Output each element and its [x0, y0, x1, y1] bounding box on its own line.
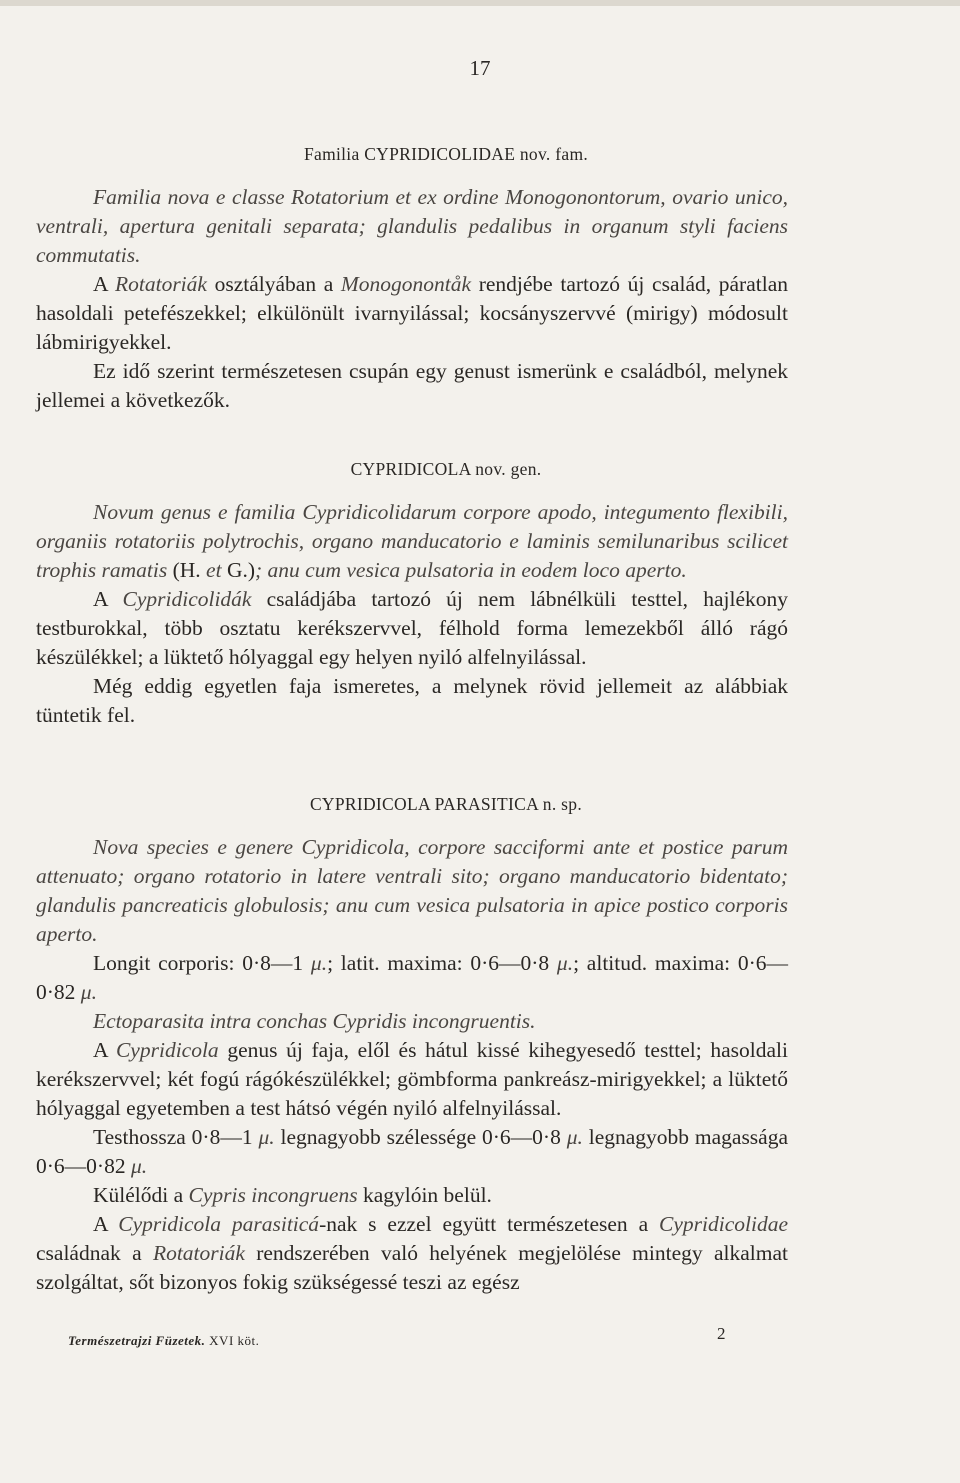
family-section — [36, 140, 788, 415]
species-hungarian-habitat: Külélődi a Cypris incongruens kagylóin belül. — [93, 1183, 492, 1207]
species-hungarian-description: A Cypridicola genus új faja, elől és hátul kissé kihegyesedő testtel; hasoldali kerékszervvel; két fogú rágókészülékkel; gömbforma pankreász-mirigyekkel; a lüktető hólyaggal egyetemben a test hátsó végén nyiló alfelnyilással. — [36, 1038, 788, 1120]
genus-heading: CYPRIDICOLA nov. gen. — [350, 459, 542, 479]
species-section — [36, 790, 788, 1297]
sheet-signature: 2 — [717, 1324, 726, 1343]
genus-section — [36, 455, 788, 730]
journal-footer: Természetrajzi Füzetek. XVI köt. — [68, 1333, 260, 1348]
family-hungarian-description: A Rotatoriák osztályában a Monogonontåk rendjébe tartozó új család, páratlan hasoldali petefészekkel; elkülönült ivarnyilással; kocsányszervvé (mirigy) módosult lábmirigyekkel. — [36, 272, 789, 354]
species-heading: CYPRIDICOLA PARASITICA n. sp. — [309, 794, 583, 814]
family-heading: Familia CYPRIDICOLIDAE nov. fam. — [303, 144, 589, 164]
species-measurements: Longit corporis: 0·8—1 μ.; latit. maxima: 0·6—0·8 μ.; altitud. maxima: 0·6—0·82 μ. — [36, 951, 788, 1004]
genus-hungarian-description: A Cypridicolidák családjába tartozó új nem lábnélküli testtel, hajlékony testburokkal, több osztatu kerékszervvel, félhold forma lemezekből álló rágó készülékkel; a lüktető hólyaggal egy helyen nyiló alfelnyilással. — [36, 587, 788, 669]
family-latin-diagnosis: Familia nova e classe Rotatorium et ex ordine Monogonontorum, ovario unico, ventrali, apertura genitali separata; glandulis pedalibus in organum styli faciens commutatis. — [36, 185, 788, 267]
species-latin-diagnosis: Nova species e genere Cypridicola, corpore sacciformi ante et postice parum attenuato; organo rotatorio in latere ventrali sito; organo manducatorio bidentato; glandulis pancreaticis globulosis; anu cum vesica pulsatoria in apice postico corporis aperto. — [36, 835, 788, 946]
species-hungarian-measurements: Testhossza 0·8—1 μ. legnagyobb szélessége 0·6—0·8 μ. legnagyobb magassága 0·6—0·82 μ. — [36, 1125, 789, 1178]
genus-note: Még eddig egyetlen faja ismeretes, a melynek rövid jellemeit az alábbiak tüntetik fel. — [36, 674, 788, 727]
species-habitat: Ectoparasita intra conchas Cypridis incongruentis. — [93, 1009, 536, 1033]
family-note: Ez idő szerint természetesen csupán egy genust ismerünk e családból, melynek jellemei a következők. — [36, 359, 788, 412]
page-top-edge — [0, 0, 960, 6]
species-discussion: A Cypridicola parasiticá-nak s ezzel együtt természetesen a Cypridicolidae családnak a Rotatoriák rendszerében való helyének megjelölése mintegy alkalmat szolgáltat, sőt bizonyos fokig szükségessé teszi az egész — [36, 1212, 788, 1294]
page-number: 17 — [469, 56, 491, 80]
genus-latin-diagnosis: Novum genus e familia Cypridicolidarum corpore apodo, integumento flexibili, organiis rotatoriis polytrochis, organo manducatorio e laminis semilunaribus scilicet trophis ramatis (H. et G.); anu cum vesica pulsatoria in eodem loco aperto. — [36, 500, 788, 582]
